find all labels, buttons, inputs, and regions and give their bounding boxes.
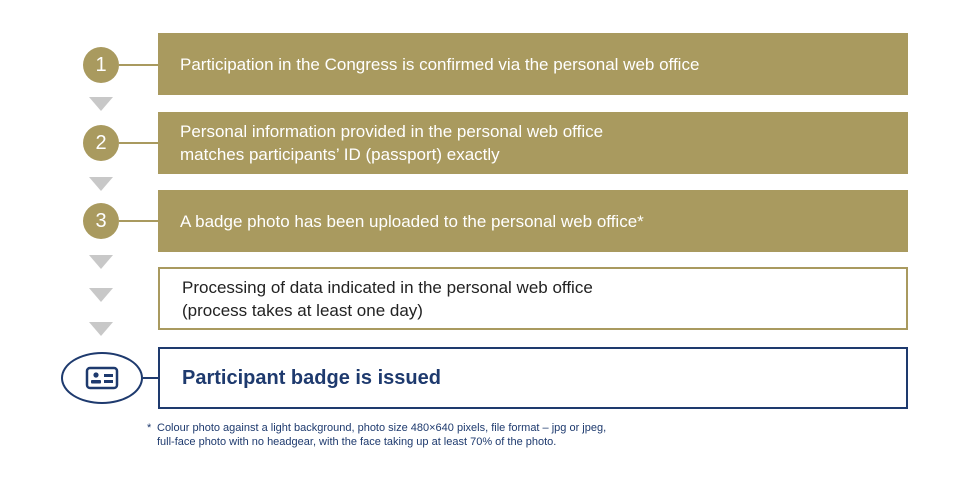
final-text: Participant badge is issued [182, 366, 441, 389]
step-1-connector [119, 64, 159, 66]
processing-box [158, 267, 908, 330]
down-arrow-icon [89, 255, 113, 269]
down-arrow-icon [89, 288, 113, 302]
step-2-text-line-1: Personal information provided in the personal web office [180, 122, 604, 141]
step-2-box [158, 112, 908, 174]
step-3-connector [119, 220, 159, 222]
step-1-text: Participation in the Congress is confirmed via the personal web office [180, 54, 700, 74]
down-arrow-icon [89, 177, 113, 191]
down-arrow-icon [89, 322, 113, 336]
step-2-number-circle: 2 [83, 125, 119, 161]
down-arrow-icon [89, 97, 113, 111]
processing-text-line-1: Processing of data indicated in the personal web office [182, 277, 593, 297]
step-3-number-circle: 3 [83, 203, 119, 239]
footnote-line-1: Colour photo against a light background, photo size 480×640 pixels, file format – jpg or jpeg, [157, 422, 607, 434]
footnote-line-2: full-face photo with no headgear, with the face taking up at least 70% of the photo. [157, 436, 557, 448]
footnote-marker: * [147, 422, 152, 434]
badge-circle [61, 352, 143, 404]
processing-text-line-2: (process takes at least one day) [182, 300, 423, 320]
footnote [147, 421, 606, 449]
step-2-text-line-2: matches participants’ ID (passport) exactly [180, 145, 500, 164]
step-1-box [158, 33, 908, 95]
step-2-connector [119, 142, 159, 144]
step-3-box [158, 190, 908, 252]
final-box [158, 347, 908, 409]
final-connector [143, 377, 159, 379]
step-3-text: A badge photo has been uploaded to the personal web office* [180, 211, 644, 231]
step-1-number-circle: 1 [83, 47, 119, 83]
id-badge-icon [85, 366, 119, 390]
